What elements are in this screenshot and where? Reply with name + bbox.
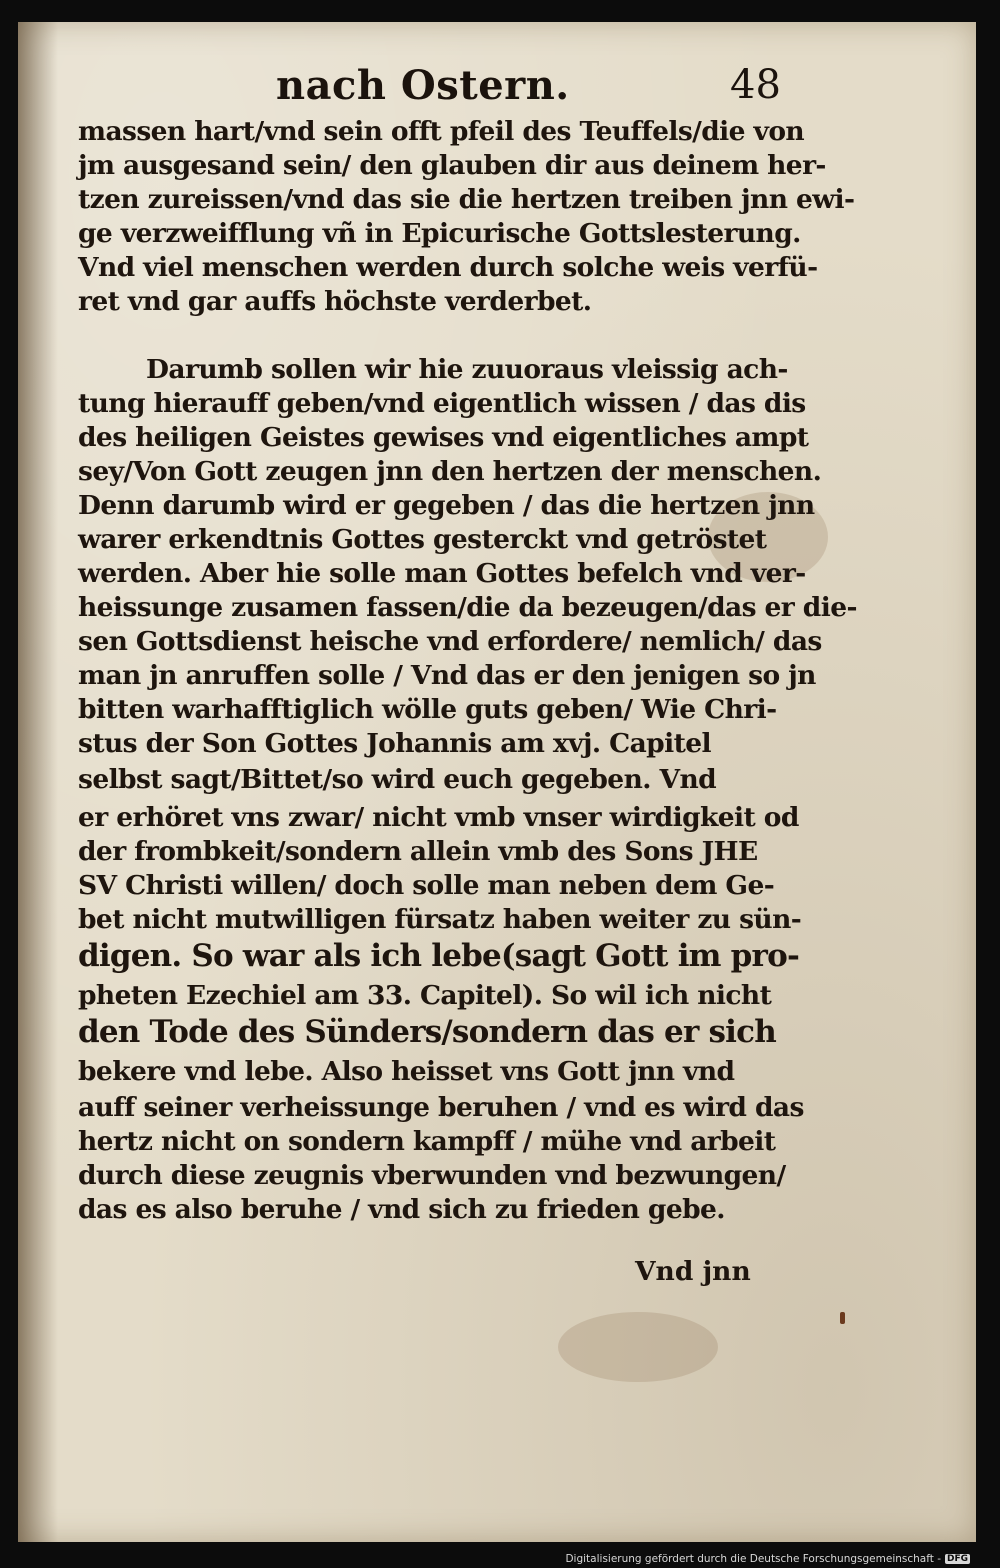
text-line: massen hart/vnd sein offt pfeil des Teuffels/die von [78,116,805,147]
text-line: er erhöret vns zwar/ nicht vmb vnser wirdigkeit od [78,802,799,833]
page-number: 48 [730,62,781,108]
book-page [18,22,976,1542]
text-line: auff seiner verheissunge beruhen / vnd es wird das [78,1092,804,1123]
page-gutter-shadow [18,22,58,1542]
dfg-logo: DFG [946,1554,968,1564]
text-line: bekere vnd lebe. Also heisset vns Gott jnn vnd [78,1056,735,1087]
text-line: selbst sagt/Bittet/so wird euch gegeben. Vnd [78,764,717,795]
text-line: sey/Von Gott zeugen jnn den hertzen der menschen. [78,456,822,487]
text-line: man jn anruffen solle / Vnd das er den jenigen so jn [78,660,816,691]
text-line: den Tode des Sünders/sondern das er sich [78,1014,776,1050]
credit-text: Digitalisierung gefördert durch die Deutsche Forschungsgemeinschaft - [565,1553,941,1565]
catchword: Vnd jnn [635,1256,751,1287]
text-line: Vnd viel menschen werden durch solche weis verfü- [78,252,818,283]
ink-mark [840,1312,845,1324]
text-line: heissunge zusamen fassen/die da bezeugen/das er die- [78,592,857,623]
text-line: durch diese zeugnis vberwunden vnd bezwungen/ [78,1160,786,1191]
text-line: warer erkendtnis Gottes gesterckt vnd getröstet [78,524,767,555]
text-line: hertz nicht on sondern kampff / mühe vnd arbeit [78,1126,776,1157]
text-line: der frombkeit/sondern allein vmb des Sons JHE [78,836,758,867]
text-line: bitten warhafftiglich wölle guts geben/ Wie Chri- [78,694,777,725]
text-line: ret vnd gar auffs höchste verderbet. [78,286,592,317]
text-line: stus der Son Gottes Johannis am xvj. Capitel [78,728,711,759]
text-line: tung hierauff geben/vnd eigentlich wissen / das dis [78,388,806,419]
digitization-credit [565,1553,970,1565]
text-line: werden. Aber hie solle man Gottes befelch vnd ver- [78,558,806,589]
running-title: nach Ostern. [276,62,570,109]
text-line: SV Christi willen/ doch solle man neben dem Ge- [78,870,775,901]
text-line: bet nicht mutwilligen fürsatz haben weiter zu sün- [78,904,802,935]
text-line: Denn darumb wird er gegeben / das die hertzen jnn [78,490,815,521]
text-line: digen. So war als ich lebe(sagt Gott im pro- [78,938,800,974]
text-line: tzen zureissen/vnd das sie die hertzen treiben jnn ewi- [78,184,855,215]
text-line: sen Gottsdienst heische vnd erfordere/ nemlich/ das [78,626,822,657]
text-line: des heiligen Geistes gewises vnd eigentliches ampt [78,422,809,453]
paragraph-start-line: Darumb sollen wir hie zuuoraus vleissig ach- [146,354,788,385]
text-line: jm ausgesand sein/ den glauben dir aus deinem her- [78,150,826,181]
paper-stain [558,1312,718,1382]
text-line: ge verzweifflung vñ in Epicurische Gottslesterung. [78,218,801,249]
text-line: das es also beruhe / vnd sich zu frieden gebe. [78,1194,725,1225]
page-header [18,62,976,122]
text-line: pheten Ezechiel am 33. Capitel). So wil ich nicht [78,980,772,1011]
